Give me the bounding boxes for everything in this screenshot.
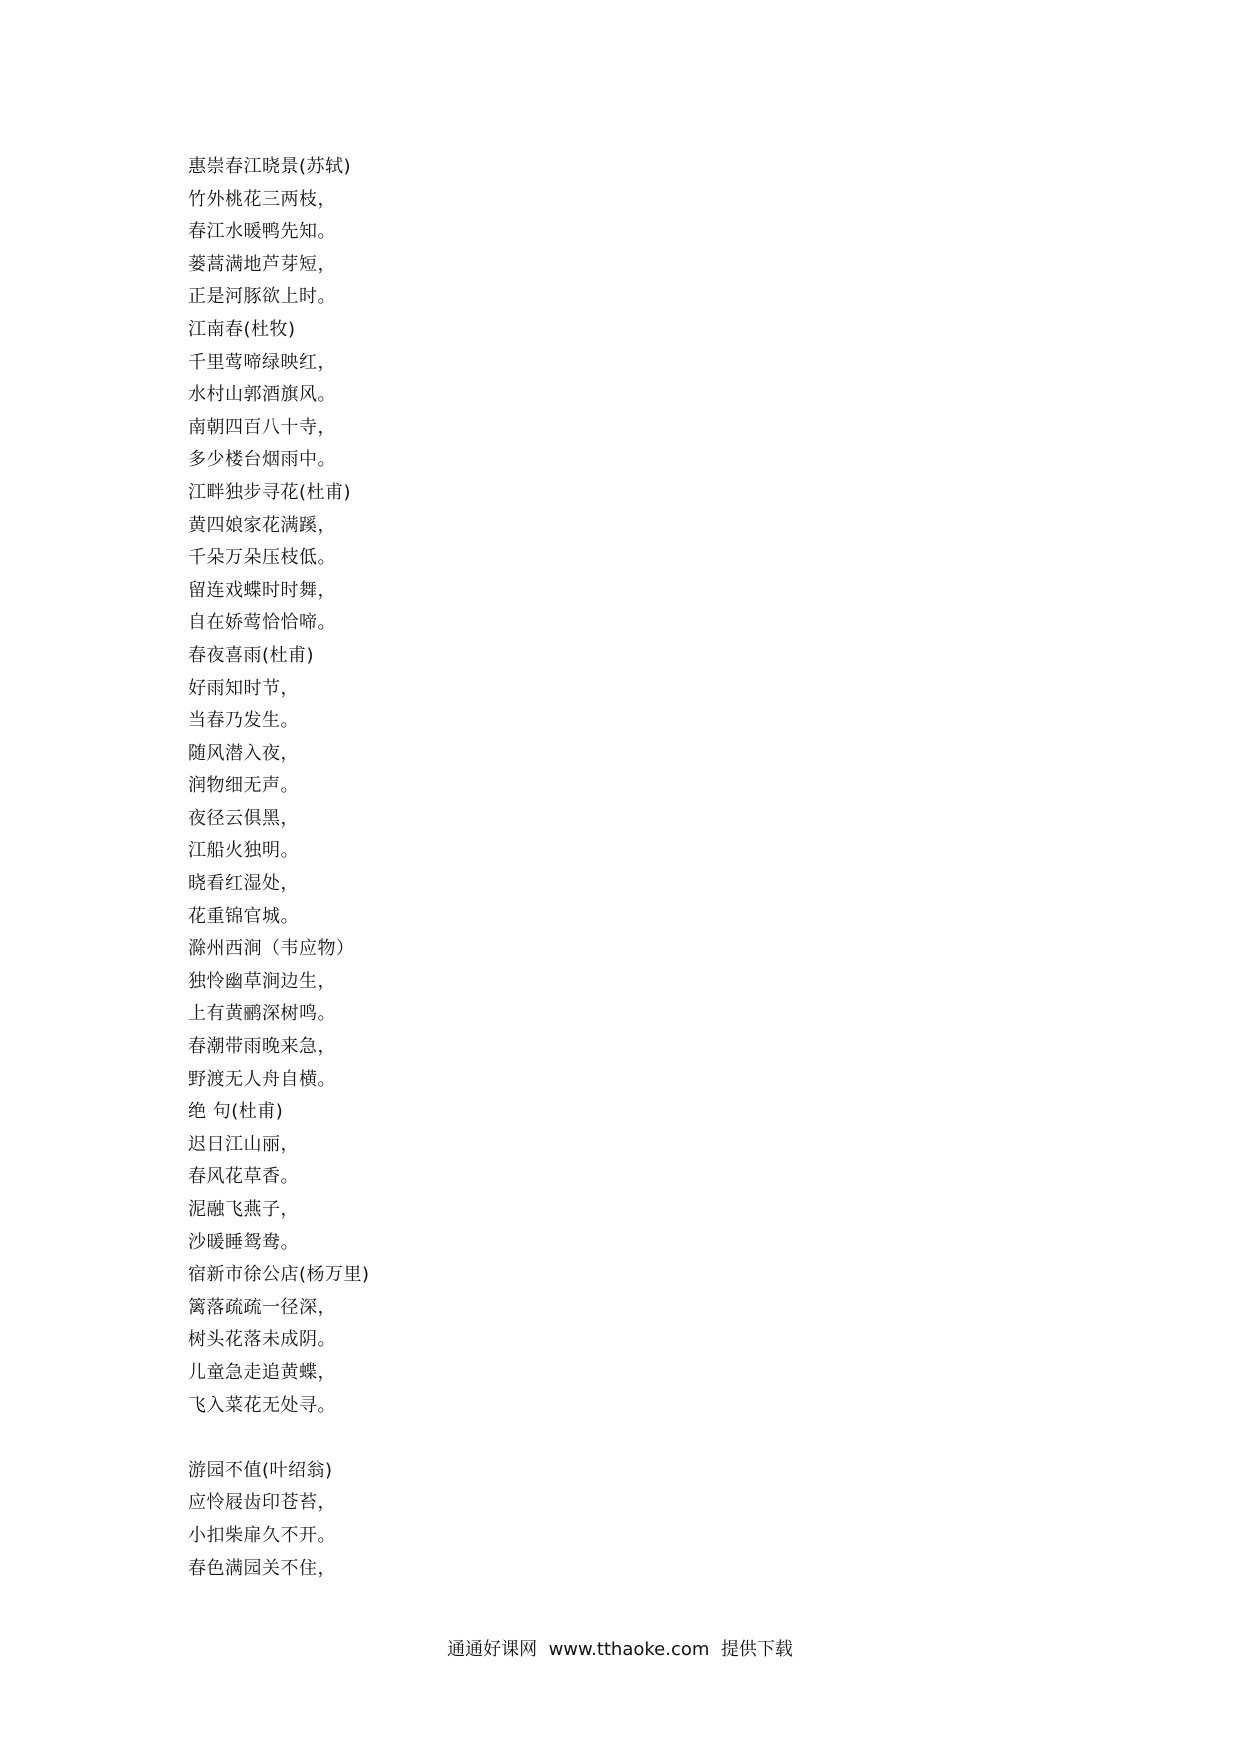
poem-line: 南朝四百八十寺， [188, 416, 336, 438]
poem-line: 飞入菜花无处寻。 [188, 1394, 336, 1416]
poem-line: 春江水暖鸭先知。 [188, 221, 336, 243]
poem-line: 千朵万朵压枝低。 [188, 547, 336, 569]
poem-line: 江船火独明。 [188, 840, 299, 862]
poem-line: 春风花草香。 [188, 1166, 299, 1188]
poem-line: 蒌蒿满地芦芽短， [188, 253, 336, 275]
poem-line: 自在娇莺恰恰啼。 [188, 612, 336, 634]
poem-line: 应怜屐齿印苍苔， [188, 1492, 336, 1514]
poem-line: 当春乃发生。 [188, 710, 299, 732]
poem-line: 留连戏蝶时时舞， [188, 579, 336, 601]
page-footer: 通通好课网 www.tthaoke.com 提供下载 [447, 1639, 793, 1660]
poem-line: 篱落疏疏一径深， [188, 1296, 336, 1318]
poem-line: 晓看红湿处， [188, 873, 299, 895]
poem-line: 润物细无声。 [188, 775, 299, 797]
poem-line: 夜径云俱黑， [188, 807, 299, 829]
poem-line: 多少楼台烟雨中。 [188, 449, 336, 471]
poem-line: 竹外桃花三两枝， [188, 188, 336, 210]
poem-line: 迟日江山丽， [188, 1133, 299, 1155]
poem-line: 独怜幽草涧边生， [188, 970, 336, 992]
poem-list [188, 151, 1088, 1585]
poem-title: 滁州西涧（韦应物） [188, 938, 355, 960]
poem-title: 惠崇春江晓景(苏轼) [188, 156, 352, 177]
poem-line: 野渡无人舟自横。 [188, 1068, 336, 1090]
poem-title: 江畔独步寻花(杜甫) [188, 481, 352, 503]
poem-line: 沙暖睡鸳鸯。 [188, 1231, 299, 1253]
poem-title: 春夜喜雨(杜甫) [188, 644, 315, 666]
poem-line: 好雨知时节， [188, 677, 299, 699]
poem-line: 黄四娘家花满蹊， [188, 514, 336, 536]
poem-line: 春潮带雨晚来急， [188, 1036, 336, 1058]
poem-line: 泥融飞燕子， [188, 1199, 299, 1220]
poem-line: 花重锦官城。 [188, 905, 299, 927]
poem-line: 春色满园关不住， [188, 1557, 336, 1579]
poem-line: 上有黄鹂深树鸣。 [188, 1003, 336, 1025]
poem-line: 树头花落未成阴。 [188, 1329, 336, 1351]
poem-title: 绝 句(杜甫) [188, 1101, 284, 1123]
poem-line: 小扣柴扉久不开。 [188, 1524, 336, 1546]
poem-line: 儿童急走追黄蝶， [188, 1361, 336, 1383]
poem-line: 水村山郭酒旗风。 [188, 384, 336, 406]
poem-line: 正是河豚欲上时。 [188, 286, 336, 308]
poem-line: 随风潜入夜， [188, 742, 299, 764]
poem-title: 江南春(杜牧) [188, 318, 296, 340]
poem-title: 游园不值(叶绍翁) [188, 1459, 333, 1481]
poem-line: 千里莺啼绿映红， [188, 351, 336, 373]
poem-title: 宿新市徐公店(杨万里) [188, 1264, 370, 1286]
paragraph-gap [188, 1422, 1088, 1455]
